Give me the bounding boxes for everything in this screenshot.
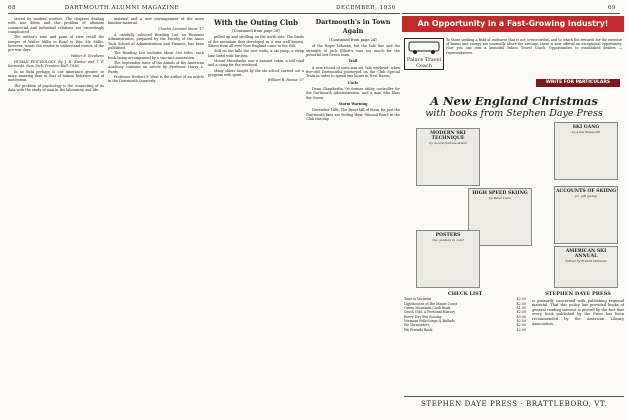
paragraph: The author's tone and point of view recall the temper of Walter Millis in Road to War. Mr. Millis, however, wants the reader to understand events of the pre-war days. bbox=[8, 35, 104, 53]
logo-text: Palace Travel Coach bbox=[406, 57, 442, 69]
opportunity-banner: An Opportunity in a Fast-Growing Industry! bbox=[402, 16, 624, 32]
footer-location: BRATTLEBORO, VT. bbox=[526, 400, 607, 408]
book-price: $2.50 bbox=[516, 323, 526, 328]
header-rule-right bbox=[402, 13, 620, 14]
column-outing-club bbox=[208, 17, 304, 417]
paragraph: December 14th. The Beast fall of them, for just the Dartmouth fans are feeling their 'Wassail Bowl' in the Club this day. bbox=[306, 108, 400, 122]
paragraph: Still on the hills the new trails, a ski jump, a steep lane lined with birches. bbox=[208, 49, 304, 58]
book-name: Vermont Folk-Songs & Ballads bbox=[404, 319, 455, 324]
book-price: $1.00 bbox=[516, 306, 526, 311]
ad-subheadline: with books from Stephen Daye Press bbox=[425, 108, 603, 119]
book-name: We Vermonters bbox=[404, 323, 430, 328]
book-caption: by Peter Lunn bbox=[488, 196, 512, 200]
book-price: $3.00 bbox=[516, 314, 526, 319]
book-card[interactable] bbox=[554, 122, 618, 180]
book-card[interactable] bbox=[554, 246, 618, 288]
book-title: HIGH SPEED SKIING bbox=[472, 191, 528, 196]
article-title: With the Outing Club bbox=[213, 18, 299, 27]
article-continued: [Continued from page 24] bbox=[329, 38, 377, 42]
footer-press: STEPHEN DAYE PRESS bbox=[421, 400, 518, 408]
paragraph: Mount Moosilauke saw a summit cabin, a toll road and a camp for the weekend. bbox=[208, 59, 304, 68]
book-name: South Odd, A Personal History bbox=[404, 310, 456, 315]
paragraph: Professor Herbert F. West is the author of an article in the Dartmouth Quarterly. bbox=[108, 75, 204, 84]
magazine-title: DARTMOUTH ALUMNI MAGAZINE bbox=[64, 5, 180, 11]
column-in-town bbox=[306, 17, 400, 417]
press-blurb bbox=[532, 292, 624, 326]
stephen-daye-ad bbox=[404, 95, 624, 119]
header-rule-left bbox=[8, 13, 400, 14]
paragraph: The Reading List includes about 500 titles, each book being accompanied by a succinct annotation. bbox=[108, 51, 204, 60]
page-number-left: 68 bbox=[8, 5, 17, 11]
paragraph: In no field perhaps is our ignorance greater or more amazing than in that of human behavior and of motivation. bbox=[8, 69, 104, 83]
book-caption: for gift giving bbox=[575, 194, 597, 198]
book-name: Green Mountain Cook Book bbox=[404, 306, 451, 311]
section-heading: Uncle bbox=[347, 80, 359, 85]
signature: William R. Rowse '37 bbox=[267, 78, 304, 83]
paragraph: Many skiers taught by the ski school carried out a program with spirit. bbox=[208, 68, 304, 78]
book-name: Time is Vermont bbox=[404, 297, 432, 302]
check-list bbox=[404, 292, 526, 332]
page-number-right: 69 bbox=[608, 5, 617, 11]
article-continued: [Continued from page 28] bbox=[232, 29, 280, 33]
book-card[interactable] bbox=[416, 230, 480, 288]
issue-date: DECEMBER, 1936 bbox=[336, 5, 396, 11]
check-list-title: CHECK LIST bbox=[447, 291, 483, 297]
book-caption: by recent famous skiers bbox=[429, 141, 467, 145]
column-reviews bbox=[8, 17, 104, 417]
book-name: Every Day But Sunday bbox=[404, 314, 442, 319]
paragraph: pulled up and strolling on the north side. The limits of the mountain that developed in it was well known. Skiers from all over New England came to the Hill. bbox=[208, 35, 304, 49]
paragraph: Dean Chamberlin '06 former utility controller for the Dartmouth Administration, and a man who likes the Green. bbox=[306, 87, 400, 100]
palace-logo bbox=[404, 38, 444, 70]
book-price: $2.50 bbox=[516, 310, 526, 315]
footer-separator: · bbox=[520, 400, 527, 408]
book-name: Lighthouses of the Maine Coast bbox=[404, 301, 458, 306]
review-heading: HUMAN PSYCHOLOGY. By J. R. Kantor and T. F. Karwoski. New York: Prentice-Hall, 1936. bbox=[8, 60, 104, 69]
section-heading: Trail bbox=[348, 59, 358, 64]
section-heading: Storm Warning bbox=[338, 102, 368, 107]
press-description: is primarily concerned with publishing regional material. That this policy has provided books of general reading interest is proved by the fact that every book published by the Press has been recommended by the American Library Association. bbox=[532, 298, 624, 326]
book-title: MODERN SKI TECHNIQUE bbox=[430, 131, 466, 141]
opportunity-text: To those seeking a field of endeavor that is not overcrowded, and to which the rewards for the exercise of brains and energy are unusually above the average, there is now offered an exceptional opportunity. Now you can own a beautiful Palace Travel Coach. Opportunities to established dealers — representatives. bbox=[446, 38, 622, 55]
book-price: $2.50 bbox=[516, 319, 526, 324]
paragraph: stored by modern warfare. The chapters dealing with war debts and the problem of ultimate commercial and industrial relations are exceedingly complicated. bbox=[8, 17, 104, 35]
book-price: $2.50 bbox=[516, 301, 526, 306]
book-card[interactable] bbox=[554, 186, 618, 244]
signature: Charles Leonard Stone '17 bbox=[158, 26, 204, 31]
book-caption: by Anne Bosworth bbox=[571, 130, 601, 134]
paragraph: A carefully selected Reading List on Business Administration, prepared by the Faculty of the Amos Tuck School of Administration and Finance, has been published. bbox=[108, 33, 204, 51]
paragraph: of the Roger Lehman, but the Yale line and the strength of Jack Elliott's was too much for the powerful but Green team. bbox=[306, 44, 400, 58]
book-title: ACCOUNTS OF SKIING bbox=[555, 189, 616, 194]
book-price: $2.50 bbox=[516, 297, 526, 302]
signature: Walter E. Stephens bbox=[71, 53, 104, 58]
ad-headline: A New England Christmas bbox=[430, 94, 598, 108]
book-card[interactable] bbox=[416, 128, 480, 186]
paragraph: A new record of sorts was set Yale weekend, when five-odd Dartmouths journeyed on the Club Special Train in order to spend two hours in New Haven. bbox=[306, 65, 400, 79]
book-title: SKI GANG bbox=[572, 125, 600, 130]
book-price: $2.00 bbox=[516, 327, 526, 332]
paragraph: The September issue of the Annals of the American Academy contains an article by Professor Harry L. Purdy. bbox=[108, 61, 204, 74]
list-item bbox=[404, 328, 526, 332]
write-for-particulars-button[interactable]: WRITE FOR PARTICULARS bbox=[536, 79, 620, 87]
paragraph: The problem of psychology is the connecting of its data with the study of man in the laboratory and life. bbox=[8, 83, 104, 93]
column-faculty-notes bbox=[108, 17, 204, 417]
book-name: We Friends Book bbox=[404, 327, 433, 332]
book-caption: Two posters in color bbox=[432, 238, 464, 242]
paragraph: material and a new envisagement of the more familiar material. bbox=[108, 17, 204, 26]
article-title: Dartmouth's in Town Again bbox=[315, 18, 391, 35]
press-footer bbox=[404, 396, 624, 411]
book-title: AMERICAN SKI ANNUAL bbox=[565, 249, 607, 259]
book-title: POSTERS bbox=[435, 233, 461, 238]
coach-icon bbox=[406, 39, 442, 55]
press-name: STEPHEN DAYE PRESS bbox=[545, 291, 611, 297]
book-caption: Edited by Roland Palmedo bbox=[565, 259, 607, 263]
